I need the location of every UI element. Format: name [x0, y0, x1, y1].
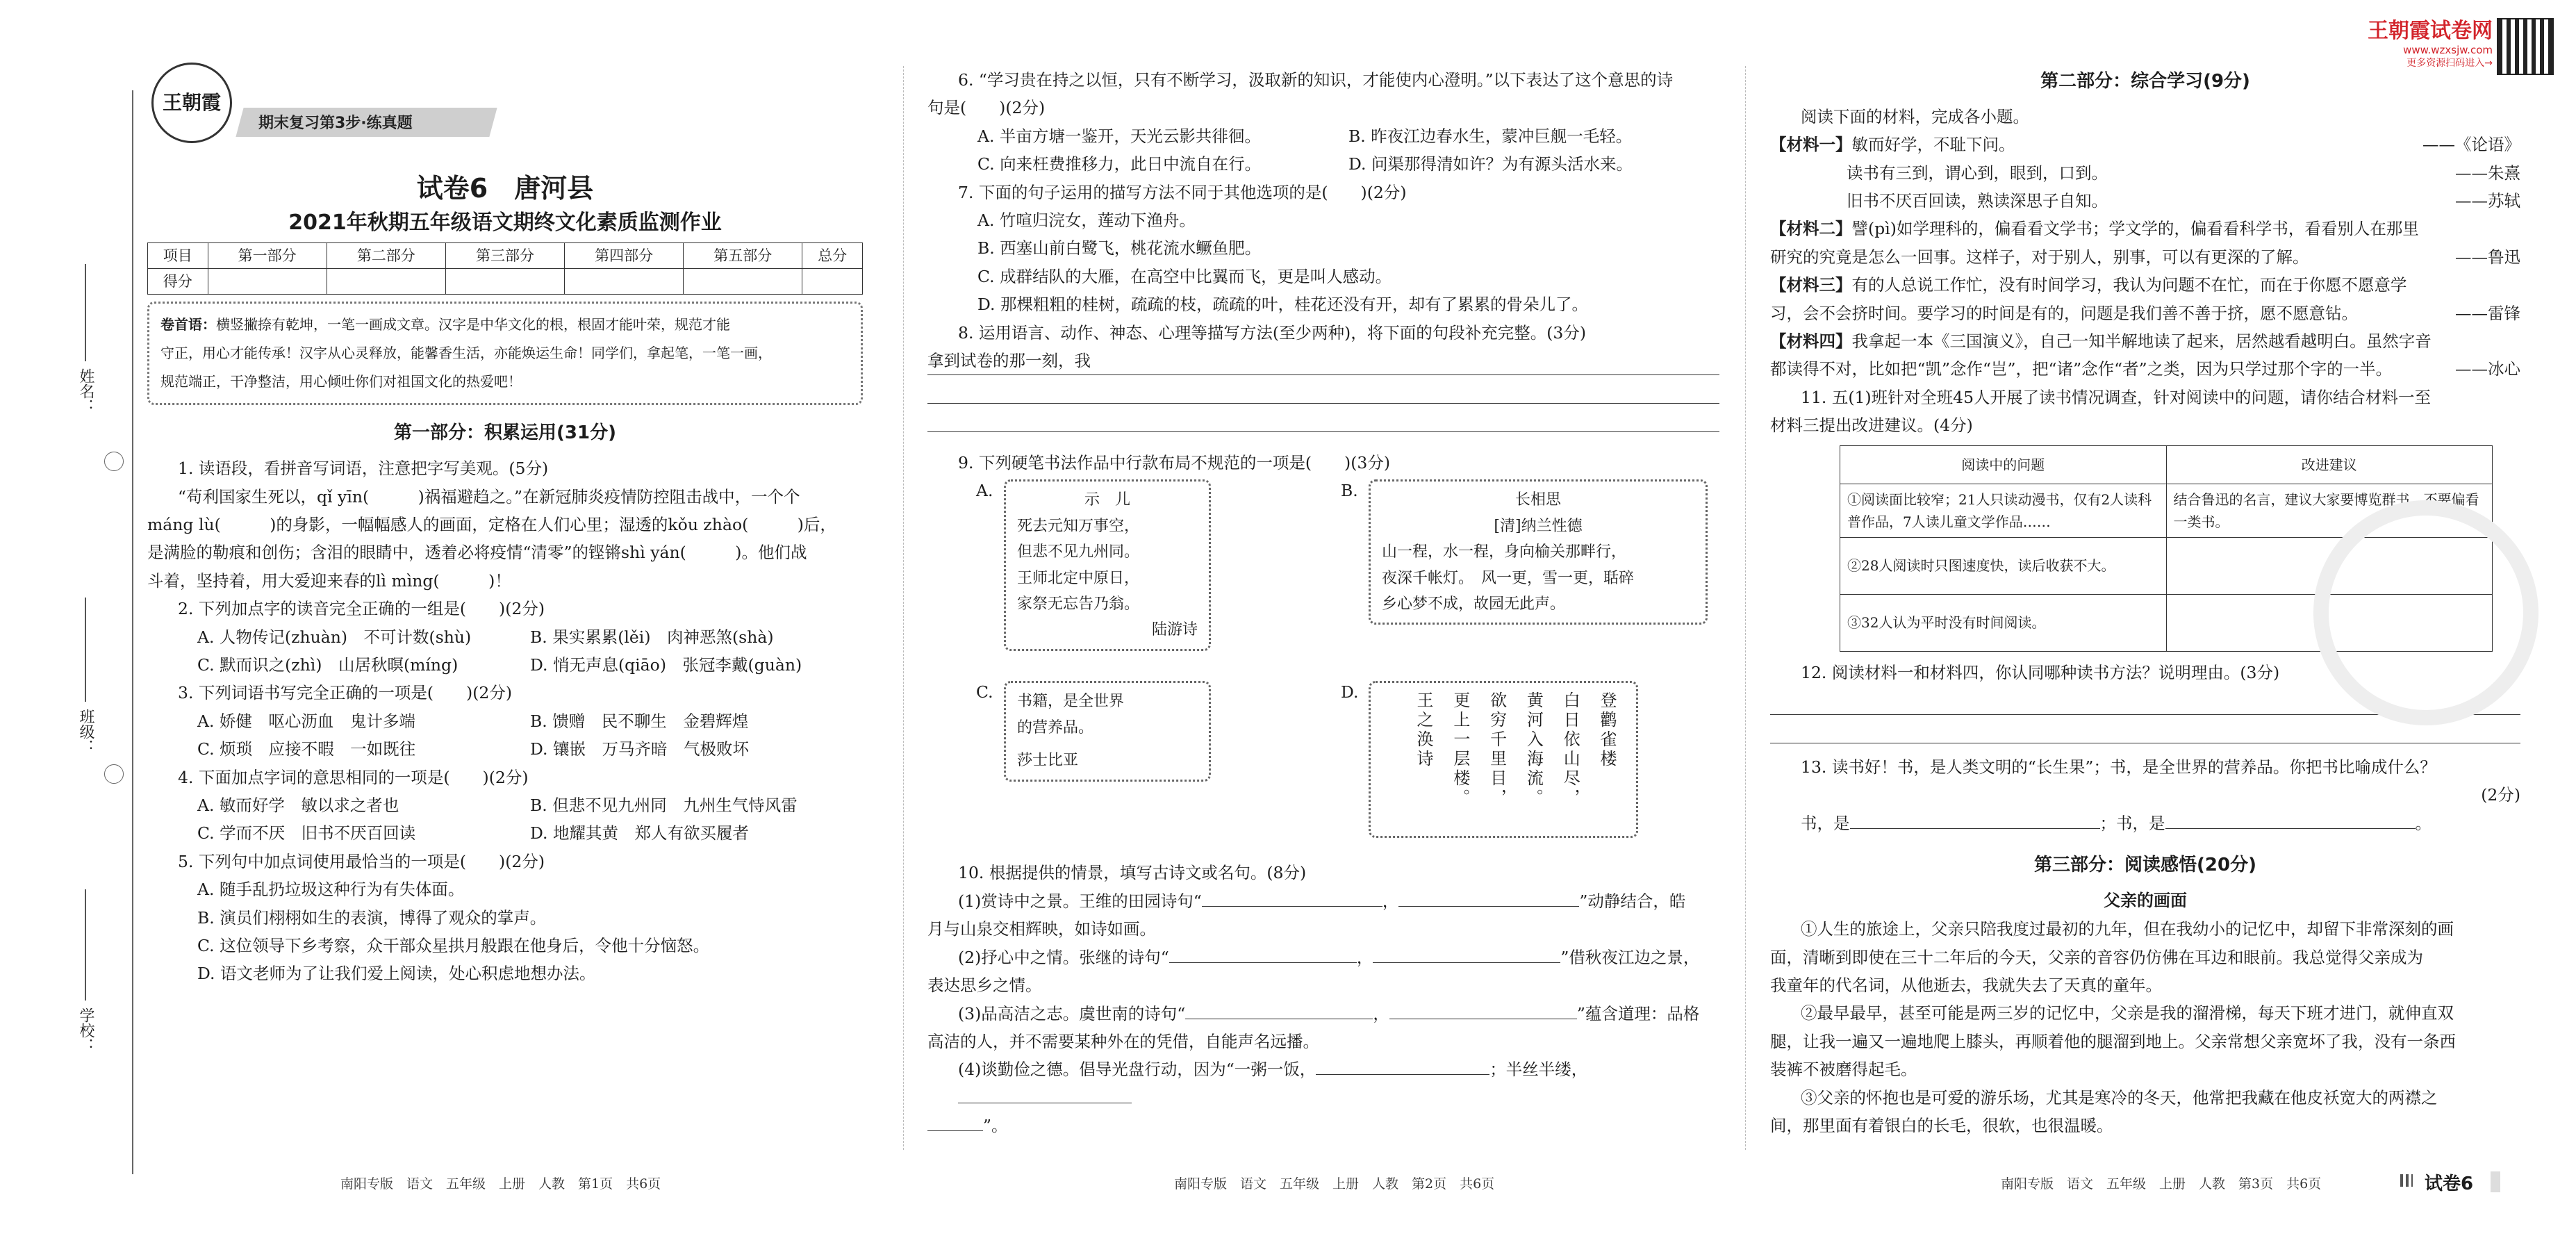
essay-line: 面，清晰到即使在三十二年后的今天，父亲的音容仍仿佛在耳边和眼前。我总觉得父亲成为: [1770, 947, 2423, 967]
material-4-source: ——冰心: [2455, 359, 2520, 379]
work-a-line: 家祭无忘告乃翁。: [1017, 595, 1140, 614]
work-b-line: 山一程，水一程，身向榆关那畔行，: [1382, 543, 1627, 561]
part2-title: 第二部分：综合学习(9分): [2040, 71, 2250, 92]
logo-text: 王朝霞: [162, 91, 221, 114]
class-field[interactable]: [85, 598, 86, 702]
essay-line: 装裤不被磨得起毛。: [1770, 1060, 1917, 1080]
q10-text: (4)谈勤俭之德。倡导光盘行动，因为“一粥一饭，: [958, 1060, 1316, 1080]
q9-label-b[interactable]: B.: [1341, 481, 1358, 501]
q5-option-b[interactable]: B. 演员们栩栩如生的表演，博得了观众的掌声。: [197, 907, 547, 928]
q10-text: ”动静结合，皓: [1579, 891, 1686, 911]
q10-text: ”。: [983, 1116, 1008, 1136]
q10-text: 表达思乡之情。: [927, 976, 1042, 996]
q11-problem: ②28人阅读时只图速度快，读后收获不大。: [1840, 537, 2167, 594]
brand-block[interactable]: [2340, 19, 2493, 69]
banner-text: 期末复习第3步·练真题: [258, 115, 413, 132]
q11-problem: ①阅读面比较窄；21人只读动漫书，仅有2人读科普作品，7人读儿童文学作品……: [1840, 484, 2167, 537]
q6-stem: 6. “学习贵在持之以恒，只有不断学习，汲取新的知识，才能使内心澄明。”以下表达了这个意思的诗: [958, 70, 1674, 90]
material-1-source: ——朱熹: [2455, 163, 2520, 183]
q7-stem: 7. 下面的句子运用的描写方法不同于其他选项的是( )(2分): [958, 182, 1407, 202]
q1-line: “苟利国家生死以，qǐ yīn( )祸福避趋之。”在新冠肺炎疫情防控阻击战中，一个个: [178, 486, 800, 507]
q3-option-d[interactable]: D. 镶嵌 万马齐暗 气极败坏: [530, 739, 749, 759]
q2-option-d[interactable]: D. 悄无声息(qiāo) 张冠李戴(guàn): [530, 655, 802, 675]
score-cell[interactable]: [445, 269, 564, 295]
work-b-title: 长相思: [1514, 491, 1561, 509]
q9-label-c[interactable]: C.: [976, 682, 993, 702]
q10-blank[interactable]: [1398, 906, 1579, 907]
paper-subtitle: 2021年秋期五年级语文期终文化素质监测作业: [288, 211, 722, 236]
q6-option-d[interactable]: D. 问渠那得清如许？为有源头活水来。: [1348, 154, 1633, 174]
q4-option-a[interactable]: A. 敏而好学 敏以求之者也: [197, 796, 399, 815]
q6-option-c[interactable]: C. 向来枉费推移力，此日中流自在行。: [977, 154, 1262, 174]
brand-url[interactable]: www.wzxsjw.com: [2403, 43, 2493, 56]
q11-stem: 11. 五(1)班针对全班45人开展了读书情况调查，针对阅读中的问题，请你结合材料一至: [1801, 387, 2431, 407]
score-cell[interactable]: [327, 269, 445, 295]
material-1-source: ——苏轼: [2455, 190, 2520, 211]
part2-intro: 阅读下面的材料，完成各小题。: [1801, 106, 2029, 126]
score-cell[interactable]: [565, 269, 684, 295]
q9-stem: 9. 下列硬笔书法作品中行款布局不规范的一项是( )(3分): [958, 453, 1391, 473]
column-1: [147, 66, 863, 988]
q10-blank[interactable]: [1373, 962, 1560, 963]
grid-icon: [2400, 1174, 2413, 1187]
score-header: 总分: [802, 243, 863, 269]
q9-work-a[interactable]: [1004, 479, 1211, 650]
q7-option-d[interactable]: D. 那棵粗粗的桂树，疏疏的枝，疏疏的叶，桂花还没有开，却有了累累的骨朵儿了。: [977, 295, 1588, 315]
material-3-source: ——雷锋: [2455, 303, 2520, 323]
q13-stem: 13. 读书好！书，是人类文明的“长生果”；书，是全世界的营养品。你把书比喻成什么？: [1801, 757, 2436, 777]
work-d-col: 登鹳雀楼: [1597, 691, 1617, 770]
footer-page-3: 南阳专版 语文 五年级 上册 人教 第3页 共6页: [2001, 1176, 2322, 1192]
work-d-col: 白日依山尽，: [1560, 691, 1580, 809]
q2-option-c[interactable]: C. 默而识之(zhì) 山居秋暝(míng): [197, 655, 459, 675]
material-4-label: 【材料四】: [1770, 331, 1852, 351]
material-3-line: 有的人总说工作忙，没有时间学习，我认为问题不在忙，而在于你愿不愿意学: [1851, 275, 2407, 295]
material-1-line: 敏而好学，不耻下问。: [1851, 135, 2015, 155]
q2-option-a[interactable]: A. 人物传记(zhuàn) 不可计数(shù): [197, 627, 472, 647]
work-b-line: 夜深千帐灯。 风一更，雪一更，聒碎: [1382, 569, 1635, 587]
essay-line: ①人生的旅途上，父亲只陪我度过最初的九年，但在我幼小的记忆中，却留下非常深刻的画: [1801, 919, 2454, 939]
class-label: 班级：: [77, 709, 94, 755]
q9-work-d[interactable]: [1369, 681, 1638, 838]
work-a-line: 王师北定中原日，: [1017, 569, 1140, 587]
q5-option-d[interactable]: D. 语文老师为了让我们爱上阅读，处心积虑地想办法。: [197, 964, 596, 984]
q10-text: (3)品高洁之志。虞世南的诗句“: [958, 1003, 1186, 1023]
work-a-line: 但悲不见九州同。: [1017, 543, 1140, 561]
q10-text: 月与山泉交相辉映，如诗如画。: [927, 919, 1156, 939]
paper-title: 试卷6 唐河县: [416, 173, 594, 204]
q10-blank[interactable]: [1169, 962, 1357, 963]
q8-answer-line[interactable]: [927, 347, 1719, 375]
q7-option-b[interactable]: B. 西塞山前白鹭飞，桃花流水鳜鱼肥。: [977, 238, 1262, 258]
q7-option-a[interactable]: A. 竹喧归浣女，莲动下渔舟。: [977, 211, 1196, 231]
q13-score: (2分): [2481, 785, 2520, 805]
work-c-line: 莎士比亚: [1017, 752, 1079, 770]
column-divider: [1745, 66, 1747, 1150]
q10-text: ”借秋夜江边之景，: [1560, 947, 1700, 967]
q10-text: (1)赏诗中之景。王维的田园诗句“: [958, 891, 1202, 911]
q13-blank[interactable]: [2165, 828, 2416, 829]
part3-title: 第三部分：阅读感悟(20分): [2034, 855, 2256, 876]
q7-option-c[interactable]: C. 成群结队的大雁，在高空中比翼而飞，更是叫人感动。: [977, 266, 1392, 286]
essay-line: ③父亲的怀抱也是可爱的游乐场，尤其是寒冷的冬天，他常把我藏在他皮袄宽大的两襟之: [1801, 1087, 2438, 1108]
q9-works: [927, 477, 1719, 859]
work-a-title: 示 儿: [1084, 491, 1130, 509]
q4-stem: 4. 下面加点字词的意思相同的一项是( )(2分): [178, 767, 529, 787]
work-c-line: 的营养品。: [1017, 718, 1094, 736]
q6-stem: 句是( )(2分): [927, 98, 1046, 118]
q10-blank[interactable]: [927, 1130, 983, 1131]
score-header: 第四部分: [565, 243, 684, 269]
work-d-col: 王之涣诗: [1414, 691, 1434, 770]
score-header: 第一部分: [208, 243, 327, 269]
column-divider: [903, 66, 905, 1150]
material-1-line: 读书有三到，谓心到，眼到，口到。: [1847, 163, 2108, 183]
footer-page-2: 南阳专版 语文 五年级 上册 人教 第2页 共6页: [1174, 1176, 1495, 1192]
preface-line: 守正，用心才能传承！汉字从心灵释放，能馨香生活，亦能焕运生命！同学们，拿起笔，一笔一画，: [160, 345, 772, 362]
part1-title: 第一部分：积累运用(31分): [394, 422, 616, 444]
q5-option-c[interactable]: C. 这位领导下乡考察，众干部众星拱月般跟在他身后，令他十分恼怒。: [197, 936, 710, 956]
essay-line: 腿，让我一遍又一遍地爬上膝头，再顺着他的腿溜到地上。父亲常想父亲宽坏了我，没有一条西: [1770, 1031, 2456, 1051]
binding-line: [104, 90, 133, 1174]
q11-problem: ③32人认为平时没有时间阅读。: [1840, 594, 2167, 651]
q3-option-a[interactable]: A. 娇健 呕心沥血 鬼计多端: [197, 711, 415, 731]
material-4-line: 都读得不对，比如把“凯”念作“岂”，把“诸”念作“者”之类，因为只学过那个字的一半。: [1770, 359, 2393, 379]
q13-prefix: 书，是: [1801, 813, 1850, 833]
q11-header: 改进建议: [2166, 445, 2493, 484]
q6-option-a[interactable]: A. 半亩方塘一鉴开，天光云影共徘徊。: [977, 126, 1261, 146]
score-cell[interactable]: [208, 269, 327, 295]
q9-label-a[interactable]: A.: [976, 481, 993, 501]
material-1-source: ——《论语》: [2422, 135, 2520, 155]
q5-option-a[interactable]: A. 随手乱扔垃圾这种行为有失体面。: [197, 880, 465, 900]
work-b-author: [清]纳兰性德: [1494, 517, 1583, 535]
fold-mark: [104, 452, 124, 471]
essay-line: 间，那里面有着银白的长毛，很软，也很温暖。: [1770, 1116, 2113, 1136]
material-1-label: 【材料一】: [1770, 135, 1852, 155]
q8-answer-line[interactable]: [927, 404, 1719, 432]
score-table: [147, 242, 863, 295]
score-cell[interactable]: [684, 269, 802, 295]
q10-text: ”蕴含道理：品格: [1576, 1003, 1700, 1023]
q5-stem: 5. 下列句中加点词使用最恰当的一项是( )(2分): [178, 851, 545, 871]
footer-page-1: 南阳专版 语文 五年级 上册 人教 第1页 共6页: [340, 1176, 661, 1192]
work-a-author: 陆游诗: [1151, 621, 1198, 639]
q2-option-b[interactable]: B. 果实累累(lěi) 肉神恶煞(shà): [530, 627, 774, 647]
work-d-col: 欲穷千里目，: [1487, 691, 1507, 809]
score-header: 第三部分: [445, 243, 564, 269]
column-2: 6. “学习贵在持之以恒，只有不断学习，汲取新的知识，才能使内心澄明。”以下表达了这个意思的诗 句是( )(2分) A. 半亩方塘一鉴开，天光云影共徘徊。 B. 昨夜江边春水生，蒙冲巨舰一毛轻。 C. 向来枉费推移力，此日中流自在行。 D. 问渠那得清如许？为有源头活水来。 7. 下面的句子运用的描写方法不同于其他选项的是( )(2分) A. 竹喧归浣女，莲动下渔舟。 B. 西塞山前白鹭飞，桃花流水鳜鱼肥。 C. 成群结队的大雁，在高空中比翼而飞，更是叫人感动。 D. 那棵粗粗的桂树，疏疏的枝，疏疏的叶，桂花还没有开，却有了累累的骨朵儿了。 8. 运用语言、动作、神态、心理等描写方法(至少两种)，将下面的句段补充完整。(3分) 拿到试卷的那一刻，我 9. 下列硬笔书法作品中行款布局不规范的一项是( )(3分) A. 示 儿 死去元知万事空， 但悲不见九州同。 王师北定中原日， 家祭无忘告乃翁。 陆游诗 B. 长相思 [清]纳兰性德 山一程，水一程，身向榆关那畔行， 夜深千帐灯。 风一更，雪一更，聒碎 乡心梦不成，故园无此声。 C. 书籍，是全世界 的营养品。 莎士比亚 D. 登鹳雀楼 白日依山尽， 黄河入海流。 欲穷千里目， 更上一层楼。 王之涣诗 10. 根据提供的情景，填写古诗文或名句。(8分) (1)赏诗中之景。王维的田园诗句“ ， ”动静结合，皓 月与山泉交相辉映，如诗如画。 (2)抒心中之情。张继的诗句“ ， ”借秋夜江边之景， 表达思乡之情。 (3)品高洁之志。虞世南的诗句“ ， ”蕴含道理：品格 高洁的人，并不需要某种外在的凭借，自能声名远播。 (4)谈勤俭之德。倡导光盘行动，因为“一粥一饭， ；半丝半缕， ”。: [927, 66, 1719, 1140]
work-b-line: 乡心梦不成，故园无此声。: [1382, 595, 1566, 614]
q2-stem: 2. 下列加点字的读音完全正确的一组是( )(2分): [178, 599, 545, 619]
footer-tag-bar: [2491, 1171, 2500, 1192]
q9-work-b[interactable]: [1369, 479, 1708, 625]
q1-stem: 1. 读语段，看拼音写词语，注意把字写美观。(5分): [178, 459, 549, 479]
column-3: 第二部分：综合学习(9分) 阅读下面的材料，完成各小题。 【材料一】敏而好学，不耻下问。 ——《论语》 读书有三到，谓心到，眼到，口到。 ——朱熹 旧书不厌百回读，熟读深思子自知。 ——苏轼 【材料二】譬(pì)如学理科的，偏看看文学书；学文学的，偏看看科学书，看看别人在那里 研究的究竟是怎么一回事。这样子，对于别人，别事，可以有更深的了解。 ——鲁迅 【材料三】有的人总说工作忙，没有时间学习，我认为问题不在忙，而在于你愿不愿意学 习，会不会挤时间。要学习的时间是有的，问题是我们善不善于挤，愿不愿意钻。 ——雷锋 【材料四】我拿起一本《三国演义》，自己一知半解地读了起来，居然越看越明白。虽然字音 都读得不对，比如把“凯”念作“岂”，把“诸”念作“者”之类，因为只学过那个字的一半。 ——冰心 11. 五(1)班针对全班45人开展了读书情况调查，针对阅读中的问题，请你结合材料一至 材料三提出改进建议。(4分) 阅读中的问题 改进建议 ①阅读面比较窄；21人只读动漫书，仅有2人读科普作品，7人读儿童文学作品…… 结合鲁迅的名言，建议大家要博览群书，不要偏看一类书。 ②28人阅读时只图速度快，读后收获不大。 ③32人认为平时没有时间阅读。 12. 阅读材料一和材料四，你认同哪种读书方法？说明理由。(3分) 13. 读书好！书，是人类文明的“长生果”；书，是全世界的营养品。你把书比喻成什么？ (2分) 书，是 ；书，是 。 第三部分：阅读感悟(20分) 父亲的画面 ①人生的旅途上，父亲只陪我度过最初的九年，但在我幼小的记忆中，却留下非常深刻的画 面，清晰到即使在三十二年后的今天，父亲的音容仍仿佛在耳边和眼前。我总觉得父亲成为 我童年的代名词，从他逝去，我就失去了天真的童年。 ②最早最早，甚至可能是两三岁的记忆中，父亲是我的溜滑梯，每天下班才进门，就伸直双 腿，让我一遍又一遍地爬上膝头，再顺着他的腿溜到地上。父亲常想父亲宽坏了我，没有一条西 装裤不被磨得起毛。 ③父亲的怀抱也是可爱的游乐场，尤其是寒冷的冬天，他常把我藏在他皮袄宽大的两襟之 间，那里面有着银白的长毛，很软，也很温暖。: [1770, 66, 2520, 1139]
q3-option-b[interactable]: B. 馈赠 民不聊生 金碧辉煌: [530, 711, 749, 731]
q10-blank[interactable]: [1316, 1074, 1489, 1075]
material-2-label: 【材料二】: [1770, 219, 1852, 239]
material-1-line: 旧书不厌百回读，熟读深思子自知。: [1847, 190, 2108, 211]
q10-blank[interactable]: [1202, 906, 1382, 907]
work-c-line: 书籍，是全世界: [1017, 693, 1125, 711]
q10-stem: 10. 根据提供的情景，填写古诗文或名句。(8分): [958, 863, 1307, 883]
q11-stem: 材料三提出改进建议。(4分): [1770, 415, 1973, 436]
material-4-line: 我拿起一本《三国演义》，自己一知半解地读了起来，居然越看越明白。虽然字音: [1851, 331, 2431, 351]
material-3-label: 【材料三】: [1770, 275, 1852, 295]
material-2-line: 譬(pì)如学理科的，偏看看文学书；学文学的，偏看看科学书，看看别人在那里: [1851, 219, 2419, 239]
q3-stem: 3. 下列词语书写完全正确的一项是( )(2分): [178, 683, 513, 703]
q8-answer-line[interactable]: [927, 375, 1719, 404]
q10-text: (2)抒心中之情。张继的诗句“: [958, 947, 1169, 967]
q8-prefix: 拿到试卷的那一刻，我: [927, 351, 1091, 371]
q1-line: 斗着，坚持着，用大爱迎来春的lì mìng( )！: [147, 570, 511, 591]
q11-header: 阅读中的问题: [1840, 445, 2167, 484]
preface-title: 卷首语：: [160, 316, 216, 334]
score-header: 第二部分: [327, 243, 445, 269]
name-field[interactable]: [85, 264, 86, 361]
preface-line: 横竖撇捺有乾坤，一笔一画成文章。汉字是中华文化的根，根固才能叶荣，规范才能: [216, 316, 730, 334]
score-header: 项目: [148, 243, 208, 269]
fold-mark: [104, 764, 124, 784]
score-cell[interactable]: [802, 269, 863, 295]
q3-option-c[interactable]: C. 烦琐 应接不暇 一如既往: [197, 739, 416, 759]
preface-box: [147, 302, 863, 405]
q13-prefix: ；书，是: [2099, 813, 2165, 833]
q9-work-c[interactable]: [1004, 681, 1211, 781]
q12-stem: 12. 阅读材料一和材料四，你认同哪种读书方法？说明理由。(3分): [1801, 662, 2280, 682]
q6-option-b[interactable]: B. 昨夜江边春水生，蒙冲巨舰一毛轻。: [1348, 126, 1633, 146]
essay-title: 父亲的画面: [2104, 890, 2187, 910]
q1-line: máng lù( )的身影，一幅幅感人的画面，定格在人们心里；湿透的kǒu zhào( )后，: [147, 514, 836, 534]
essay-line: 我童年的代名词，从他逝去，我就失去了天真的童年。: [1770, 976, 2162, 996]
name-label: 姓名：: [77, 368, 94, 414]
school-label: 学校：: [77, 1007, 94, 1053]
brand-hint: 更多资源扫码进入→: [2406, 58, 2493, 69]
q4-option-d[interactable]: D. 地耀其黄 郑人有欲买履者: [530, 823, 749, 843]
work-d-col: 更上一层楼。: [1450, 691, 1470, 809]
material-3-line: 习，会不会挤时间。要学习的时间是有的，问题是我们善不善于挤，愿不愿意钻。: [1770, 303, 2358, 323]
preface-line: 规范端正，干净整洁，用心倾吐你们对祖国文化的热爱吧！: [160, 373, 522, 390]
score-header: 第五部分: [684, 243, 802, 269]
work-a-line: 死去元知万事空，: [1017, 517, 1140, 535]
brand-name: 王朝霞试卷网: [2368, 19, 2493, 43]
q8-stem: 8. 运用语言、动作、神态、心理等描写方法(至少两种)，将下面的句段补充完整。(3分): [958, 322, 1587, 343]
footer-tag: 试卷6: [2425, 1174, 2474, 1194]
q1-line: 是满脸的勒痕和创伤；含泪的眼睛中，透着必将疫情“清零”的铿锵shì yán( )。他们战: [147, 543, 807, 563]
q13-blank[interactable]: [1850, 828, 2100, 829]
work-d-col: 黄河入海流。: [1524, 691, 1544, 809]
material-2-source: ——鲁迅: [2455, 247, 2520, 267]
q4-option-b[interactable]: B. 但悲不见九州同 九州生气恃风雷: [530, 796, 798, 815]
score-row-label: 得分: [148, 269, 208, 295]
q11-suggestion: 结合鲁迅的名言，建议大家要博览群书，不要偏看一类书。: [2166, 484, 2493, 537]
essay-line: ②最早最早，甚至可能是两三岁的记忆中，父亲是我的溜滑梯，每天下班才进门，就伸直双: [1801, 1003, 2454, 1023]
q10-text: ；半丝半缕，: [1489, 1060, 1588, 1080]
q4-option-c[interactable]: C. 学而不厌 旧书不厌百回读: [197, 823, 416, 843]
q9-label-d[interactable]: D.: [1341, 682, 1359, 702]
seal-watermark-icon: [2313, 500, 2538, 725]
material-2-line: 研究的究竟是怎么一回事。这样子，对于别人，别事，可以有更深的了解。: [1770, 247, 2309, 267]
q10-text: 高洁的人，并不需要某种外在的凭借，自能声名远播。: [927, 1031, 1319, 1051]
school-field[interactable]: [85, 889, 86, 1001]
